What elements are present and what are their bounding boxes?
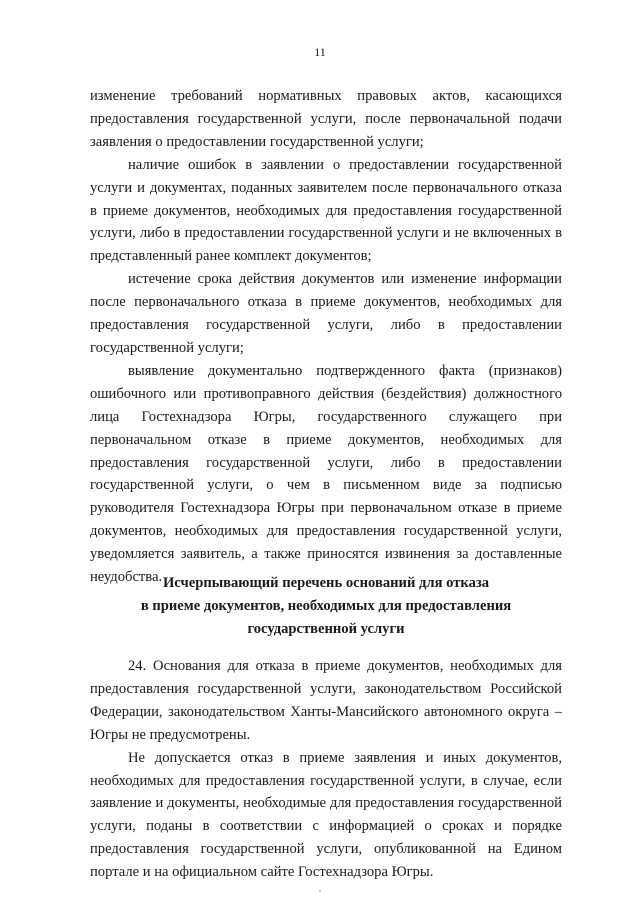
paragraph-documents-expiry: истечение срока действия документов или изменение информации после первоначального отказа в приеме документов, необходимых для предоставления государственной услуги, либо в предоставлении государственной услуги; <box>90 271 562 356</box>
section-heading-line-2: в приеме документов, необходимых для предоставления <box>140 598 512 614</box>
scan-speck <box>319 890 321 892</box>
paragraph-official-error: выявление документально подтвержденного факта (признаков) ошибочного или противоправного действия (бездействия) должностного лица Гостехнадзора Югры, государственного служащего при первоначальном отказе в приеме документов, необходимых для предоставления государственной услуги, либо в предоставлении государственной услуги, о чем в письменном виде за подписью руководителя Гостехнадзора Югры при первоначальном отказе в приеме документов, необходимых для предоставления государственной услуги, уведомляется заявитель, а также приносятся извинения за доставленные неудобства. <box>90 362 562 586</box>
section-heading <box>90 572 562 641</box>
paragraph-24-grounds: 24. Основания для отказа в приеме документов, необходимых для предоставления государственной услуги, законодательством Российской Федерации, законодательством Ханты-Мансийского автономного округа – Югры не предусмотрены. <box>90 658 562 743</box>
section-heading-line-3: государственной услуги <box>247 621 405 637</box>
paragraph-errors-in-application: наличие ошибок в заявлении о предоставлении государственной услуги и документах, поданных заявителем после первоначального отказа в приеме документов, необходимых для предоставления государственной услуги, либо в предоставлении государственной услуги и не включенных в представленный ранее комплект документов; <box>90 156 562 265</box>
page-number: 11 <box>314 45 326 59</box>
section-heading-line-1: Исчерпывающий перечень оснований для отказа <box>162 575 490 591</box>
paragraph-requirements-change: изменение требований нормативных правовых актов, касающихся предоставления государственной услуги, после первоначальной подачи заявления о предоставлении государственной услуги; <box>90 88 562 150</box>
bottom-text-block <box>90 655 562 884</box>
top-text-block <box>90 85 562 589</box>
paragraph-refusal-not-allowed: Не допускается отказ в приеме заявления и иных документов, необходимых для предоставления государственной услуги, в случае, если заявление и документы, необходимые для предоставления государственной услуги, поданы в соответствии с информацией о сроках и порядке предоставления государственной услуги, опубликованной на Едином портале и на официальном сайте Гостехнадзора Югры. <box>90 749 562 881</box>
